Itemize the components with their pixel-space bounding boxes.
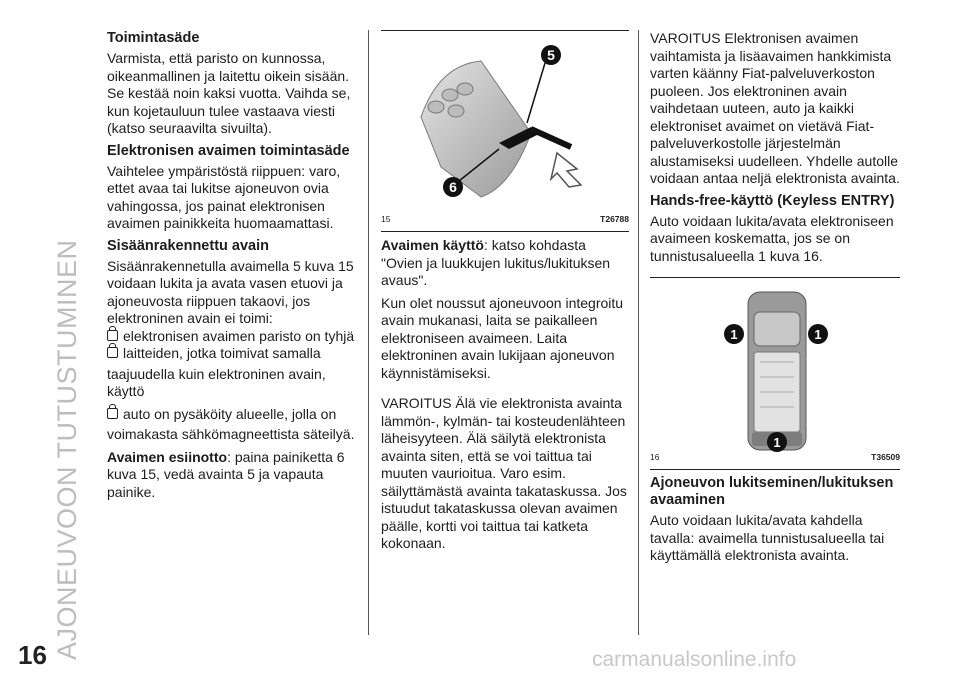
- bullet-continuation: voimakasta sähkömagneettista säteilyä.: [107, 426, 355, 442]
- column-divider-right: [638, 30, 639, 635]
- electronic-key-illustration: [381, 37, 629, 217]
- paragraph-builtin-key: Sisäänrakennetulla avaimella 5 kuva 15 voidaan lukita ja avata vasen etuovi ja ajoneuvosta riippuen takaovi, jos elektroninen avain ei toimi:: [107, 257, 354, 326]
- text-key-use: : katso kohdasta "Ovien ja luukkujen lukitus/lukituksen avaus".: [381, 237, 611, 288]
- column-3: [650, 30, 900, 570]
- bullet-marker-icon: [107, 347, 118, 358]
- figure-code: T26788: [600, 213, 629, 224]
- column-divider-left: [368, 30, 369, 635]
- label-key-extract: Avaimen esiinotto: [107, 448, 228, 465]
- figure-16: [650, 277, 900, 470]
- paragraph-locking: Auto voidaan lukita/avata kahdella tavalla: avaimella tunnistusalueella tai käyttämällä elektronista avainta.: [650, 512, 885, 563]
- paragraph-key-extract: [107, 449, 357, 502]
- callout-1-left: 1: [730, 327, 738, 342]
- text-key-extract: : paina painiketta 6 kuva 15, vedä avainta 5 ja vapauta painike.: [107, 448, 345, 500]
- page-number: 16: [18, 640, 47, 670]
- bullet-item-battery: [107, 328, 357, 346]
- bullet-continuation: taajuudella kuin elektroninen avain, käyttö: [107, 365, 326, 399]
- figure-15: [381, 30, 629, 232]
- callout-1-rear: 1: [773, 435, 781, 450]
- paragraph-function: Varmista, että paristo on kunnossa, oikeanmallinen ja laitettu oikein sisään. Se kestää noin kaksi vuotta. Vaihda se, kun kojetauluun tulee vastaava viesti (katso seuraavilta sivuilta).: [107, 50, 351, 136]
- heading-function: Toimintasäde: [107, 30, 200, 46]
- paragraph-key-leave: Kun olet noussut ajoneuvoon integroitu avain mukanasi, laita se paikalleen elektroniseen avaimeen. Laita elektroninen avain lukijaan ajoneuvon käynnistämiseksi.: [381, 294, 624, 381]
- paragraph-electronic-key-function: Vaihtelee ympäristöstä riippuen: varo, ettet avaa tai lukitse ajoneuvon ovia vahingossa, jos painat elektronisen avaimen painikkeita huomaamattasi.: [107, 162, 341, 231]
- watermark: carmanualsonline.info: [592, 648, 797, 671]
- column-2: [381, 30, 629, 558]
- callout-1-right: 1: [814, 327, 822, 342]
- paragraph-key-use: [381, 237, 629, 290]
- heading-hands-free: Hands-free-käyttö (Keyless ENTRY): [650, 192, 895, 209]
- paragraph-warning-service: VAROITUS Elektronisen avaimen vaihtamista ja lisäavaimen hankkimista varten käänny Fiat-palveluverkoston puoleen. Jos elektroninen avain vaihdetaan uuteen, auto ja kaikki elektroniset avaimet on vietävä Fiat-palveluverkostolle järjestelmän alustamiseksi uudelleen. Yhdelle autolle voidaan antaa neljä elektronista avainta.: [650, 30, 900, 186]
- paragraph-warning-key: VAROITUS Älä vie elektronista avainta lämmön-, kylmän- tai kosteudenlähteen läheisyyteen. Älä säilytä elektronista avainta siten, että se voi taittua tai muuten vaurioitua. Varo esim. säilyttämästä avainta takataskussa. Jos istuudut takataskussa olevan avaimen päälle, kortti voi taittua tai katketa kokonaan.: [381, 395, 627, 551]
- bullet-text: elektronisen avaimen paristo on tyhjä: [123, 327, 355, 344]
- vehicle-top-view-illustration: [650, 282, 900, 457]
- figure-number: 15: [381, 213, 391, 224]
- callout-5: 5: [547, 47, 555, 63]
- callout-6: 6: [449, 179, 457, 195]
- figure-number: 16: [650, 451, 660, 462]
- heading-locking: Ajoneuvon lukitseminen/lukituksen avaaminen: [650, 475, 894, 508]
- column-1: [107, 30, 357, 506]
- label-key-use: Avaimen käyttö: [381, 237, 484, 253]
- paragraph-hands-free: Auto voidaan lukita/avata elektroniseen avaimeen koskematta, jos se on tunnistusalueella 1 kuva 16.: [650, 212, 894, 264]
- bullet-marker-icon: [107, 408, 118, 419]
- heading-builtin-key: Sisäänrakennettu avain: [107, 237, 269, 254]
- bullet-text: laitteiden, jotka toimivat samalla: [123, 345, 321, 361]
- bullet-item-parking: [107, 406, 357, 424]
- bullet-marker-icon: [107, 330, 118, 341]
- figure-code: T36509: [871, 451, 900, 462]
- bullet-item-devices: [107, 345, 357, 363]
- section-side-title: AJONEUVOON TUTUSTUMINEN: [52, 239, 82, 660]
- bullet-text: auto on pysäköity alueelle, jolla on: [123, 405, 337, 422]
- heading-electronic-key-function: Elektronisen avaimen toimintasäde: [107, 142, 350, 159]
